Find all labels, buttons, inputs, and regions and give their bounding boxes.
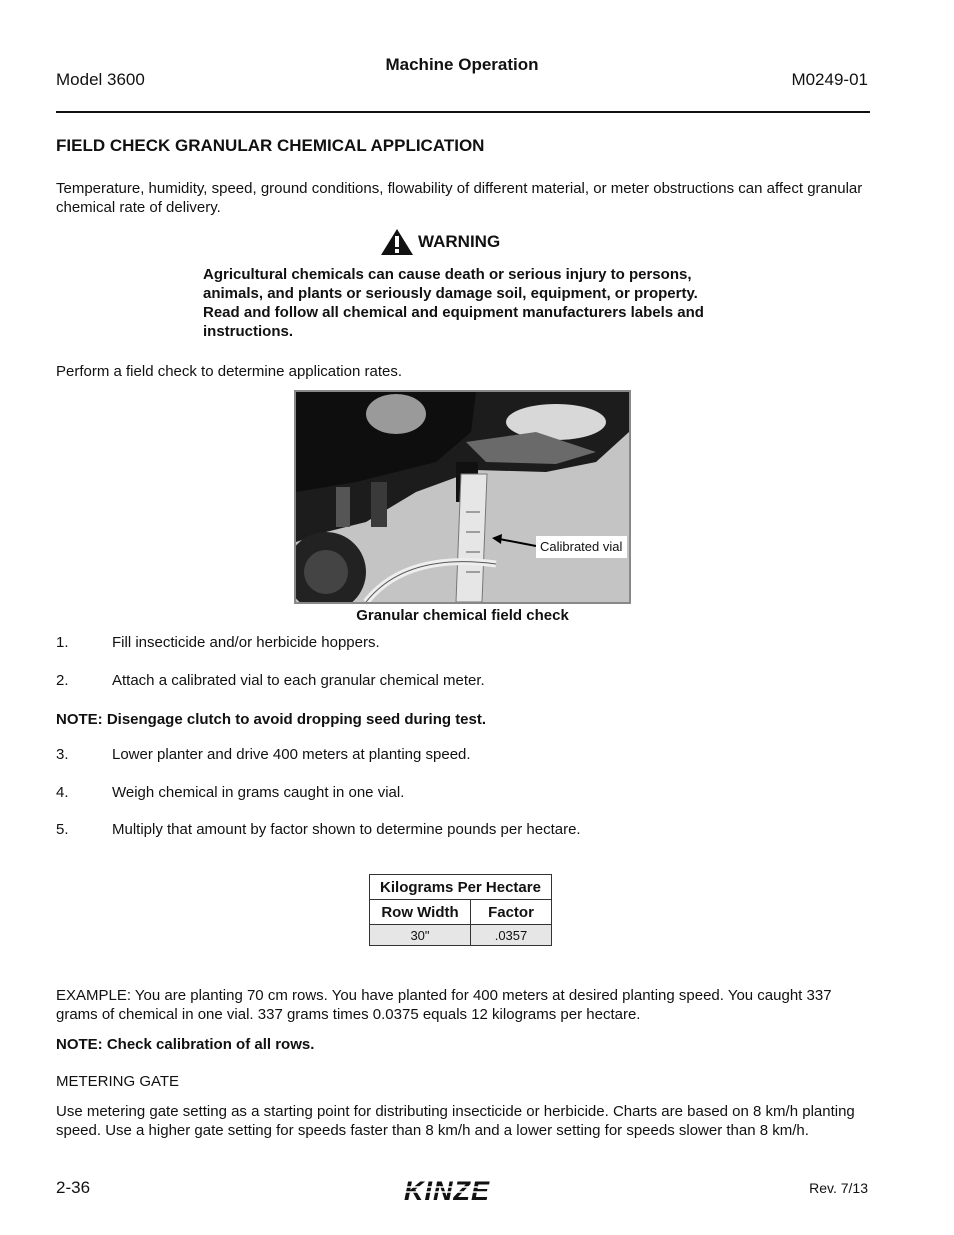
list-item: [56, 746, 471, 763]
metering-gate-heading: METERING GATE: [56, 1073, 180, 1090]
intro-paragraph: Temperature, humidity, speed, ground conditions, flowability of different material, or meter obstructions can affect granular chemical rate of delivery.: [56, 180, 863, 216]
step-number: 2.: [56, 672, 69, 689]
figure-caption: Granular chemical field check: [356, 607, 569, 624]
warning-heading: [380, 228, 500, 256]
metering-gate-paragraph: Use metering gate setting as a starting point for distributing insecticide or herbicide. Charts are based on 8 km/h planting speed. Use a higher gate setting for speeds faster than 8 km/h and a lower setting for speeds slower than 8 km/h.: [56, 1103, 855, 1139]
calibrated-vial-callout: Calibrated vial: [540, 539, 623, 554]
column-header-row-width: Row Width: [370, 900, 471, 925]
table-cell-row-width: 30": [370, 925, 471, 946]
warning-text: Agricultural chemicals can cause death or serious injury to persons, animals, and plants or seriously damage soil, equipment, or property. Read and follow all chemical and equipment manufacturers labels and instructions.: [203, 266, 704, 340]
kilograms-per-hectare-table: [369, 874, 552, 946]
step-text: Lower planter and drive 400 meters at planting speed.: [112, 746, 471, 763]
step-text: Multiply that amount by factor shown to determine pounds per hectare.: [112, 821, 581, 838]
list-item: [56, 634, 380, 651]
revision-date: Rev. 7/13: [809, 1180, 868, 1196]
table-row: [370, 925, 552, 946]
kinze-logo: [402, 1175, 526, 1210]
list-item: [56, 672, 485, 689]
step-number: 1.: [56, 634, 69, 651]
note-calibration: NOTE: Check calibration of all rows.: [56, 1036, 315, 1053]
note-clutch: NOTE: Disengage clutch to avoid dropping seed during test.: [56, 711, 487, 728]
table-title: Kilograms Per Hectare: [370, 875, 552, 900]
header-section-title: Machine Operation: [385, 55, 539, 74]
table-cell-factor: .0357: [471, 925, 552, 946]
section-title: FIELD CHECK GRANULAR CHEMICAL APPLICATION: [56, 136, 485, 155]
warning-triangle-icon: [380, 228, 414, 256]
step-text: Weigh chemical in grams caught in one vial.: [112, 784, 405, 801]
page-number: 2-36: [56, 1178, 91, 1197]
step-number: 3.: [56, 746, 69, 763]
header-doc-number: M0249-01: [791, 70, 868, 89]
warning-label: WARNING: [418, 232, 501, 251]
step-text: Fill insecticide and/or herbicide hoppers.: [112, 634, 380, 651]
example-paragraph: EXAMPLE: You are planting 70 cm rows. You have planted for 400 meters at desired planting speed. You caught 337 grams of chemical in one vial. 337 grams times 0.0375 equals 12 kilograms per hectare.: [56, 987, 832, 1023]
step-number: 4.: [56, 784, 69, 801]
planter-meter-illustration: [296, 392, 629, 602]
svg-text:KINZE: KINZE: [404, 1176, 490, 1205]
header-divider: [56, 111, 870, 113]
step-text: Attach a calibrated vial to each granular chemical meter.: [112, 672, 485, 689]
perform-paragraph: Perform a field check to determine application rates.: [56, 363, 403, 380]
field-check-photo: [294, 390, 631, 604]
column-header-factor: Factor: [471, 900, 552, 925]
step-number: 5.: [56, 821, 69, 838]
header-model: Model 3600: [56, 70, 145, 89]
list-item: [56, 821, 581, 838]
list-item: [56, 784, 404, 801]
